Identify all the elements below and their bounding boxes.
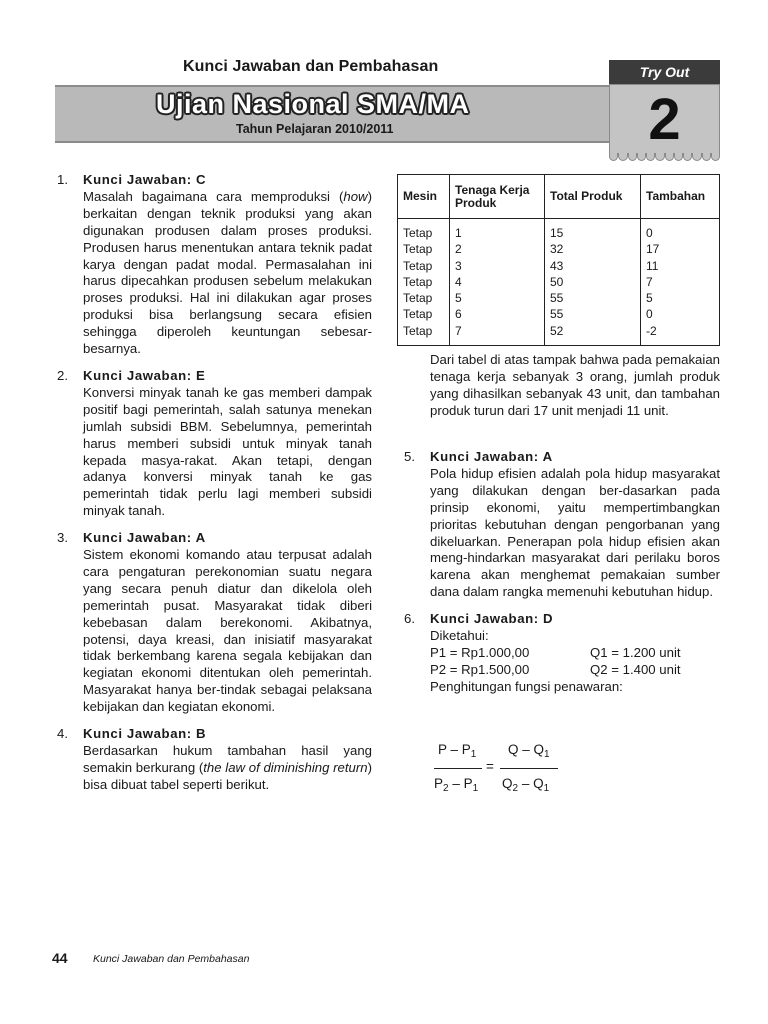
table-row: Tetap 7 52 -2 — [398, 323, 720, 346]
table-row: Tetap 5 55 5 — [398, 290, 720, 306]
item-number: 3. — [57, 530, 68, 546]
answer-item-6 — [404, 611, 720, 696]
formula-numerator-right: Q – $Q_1$ — [508, 742, 550, 760]
page-title: Ujian Nasional SMA/MA — [156, 89, 470, 119]
known-label: Diketahui: — [430, 628, 489, 644]
explanation: Masalah bagaimana cara memproduksi (how) berkaitan dengan teknik produksi yang akan digunakan produsen dalam proses produksi. Produsen harus menentukan antara teknik padat karya dengan padat modal. Permasalahan ini harus dipecahkan produsen sebelum melakukan proses produksi. Hal ini dilakukan agar proses produksi bisa berlangsung secara efisien sehingga diperoleh keuntungan sebesar-besarnya. — [83, 188, 372, 357]
tryout-number: 2 — [648, 87, 681, 152]
table-row: Tetap 2 32 17 — [398, 241, 720, 257]
table-row: Tetap 1 15 0 — [398, 219, 720, 242]
table-note: Dari tabel di atas tampak bahwa pada pemakaian tenaga kerja sebanyak 3 orang, jumlah produk yang dihasilkan sebanyak 43 unit, dan tambahan produk turun dari 17 unit menjadi 11 unit. — [430, 352, 720, 418]
table-row: Tetap 6 55 0 — [398, 306, 720, 322]
formula-equals: = — [486, 759, 494, 774]
formula-denominator-right: $Q_2 - Q_1$ — [502, 776, 550, 794]
footer-text: Kunci Jawaban dan Pembahasan — [93, 953, 250, 965]
answer-key: Kunci Jawaban: D — [430, 611, 554, 627]
calc-label: Penghitungan fungsi penawaran: — [430, 678, 623, 694]
right-column — [404, 449, 720, 706]
formula-numerator-left: P – $P_1$ — [438, 742, 477, 760]
answer-item-1 — [57, 172, 372, 358]
table-header: Total Produk — [545, 175, 641, 219]
q1-value: Q1 = 1.200 unit — [590, 644, 681, 660]
answer-item-3 — [57, 530, 372, 716]
answer-key: Kunci Jawaban: B — [83, 726, 207, 742]
page-subtitle: Tahun Pelajaran 2010/2011 — [236, 122, 394, 136]
formula-denominator-left: $P_2 - P_1$ — [434, 776, 479, 794]
item-number: 5. — [404, 449, 415, 464]
answer-item-5 — [404, 449, 720, 601]
fraction-bar — [434, 768, 482, 769]
item-number: 4. — [57, 726, 68, 742]
p1-value: P1 = Rp1.000,00 — [430, 644, 530, 660]
supply-formula — [434, 742, 574, 802]
answer-key: Kunci Jawaban: A — [83, 530, 206, 546]
tryout-label: Try Out — [609, 60, 720, 84]
explanation: Berdasarkan hukum tambahan hasil yang semakin berkurang (the law of diminishing return) bisa dibuat tabel seperti berikut. — [83, 743, 372, 792]
item-number: 1. — [57, 172, 68, 187]
table-header: Mesin — [398, 175, 450, 219]
p2-value: P2 = Rp1.500,00 — [430, 661, 530, 677]
page-number: 44 — [52, 950, 68, 966]
table-row: Tetap 4 50 7 — [398, 274, 720, 290]
answer-key: Kunci Jawaban: C — [83, 172, 207, 187]
table-row: Tetap 3 43 11 — [398, 258, 720, 274]
explanation: Pola hidup efisien adalah pola hidup masyarakat yang dilakukan dengan ber-dasarkan pada prinsip ekonomi, yaitu mempertimbangkan prioritas kebutuhan dengan pengorbanan yang dikeluarkan. Penerapan pola hidup efisien akan meng-hindarkan masyarakat dari perilaku boros karena akan menghemat pemakaian sumber dana dalam rangka memenuhi kebutuhan hidup. — [430, 465, 720, 600]
fraction-bar — [500, 768, 558, 769]
item-number: 2. — [57, 367, 68, 383]
table-header-row — [398, 175, 720, 219]
answer-key: Kunci Jawaban: E — [83, 367, 206, 383]
header-top-title: Kunci Jawaban dan Pembahasan — [183, 58, 439, 75]
known-row — [430, 645, 720, 662]
explanation: Konversi minyak tanah ke gas memberi dampak positif bagi pemerintah, salah satunya menekan jumlah subsidi BBM. Sebelumnya, pemerintah harus memberi subsidi untuk minyak tanah kepada masya-rakat. Akan tetapi, dengan adanya konversi minyak tanah ke gas pemerintah tidak perlu lagi memberi subsidi minyak tanah. — [83, 384, 372, 519]
q2-value: Q2 = 1.400 unit — [590, 661, 681, 677]
table-header: Tambahan — [641, 175, 720, 219]
production-table — [397, 174, 720, 346]
explanation: Sistem ekonomi komando atau terpusat adalah cara pengaturan perekonomian suatu negara yang secara penuh diatur dan dikelola oleh pemerintah pusat. Masyarakat tidak diberi kebebasan dalam berekonomi. Akibatnya, potensi, daya kreasi, dan inisiatif masyarakat tidak berkembang karena segala kebijakan dan kegiatan ekonomi ditentukan oleh pemerintah. Masyarakat hanya ber-tindak sebagai pelaksana kebijakan dan kegiatan ekonomi. — [83, 547, 372, 715]
table-header: Tenaga Kerja Produk — [450, 175, 545, 219]
item-number: 6. — [404, 611, 415, 627]
known-row — [430, 662, 720, 679]
tryout-scallop-edge — [609, 153, 720, 161]
answer-key: Kunci Jawaban: A — [430, 449, 553, 464]
answer-item-4 — [57, 726, 372, 794]
left-column — [57, 172, 372, 804]
answer-item-2 — [57, 368, 372, 520]
